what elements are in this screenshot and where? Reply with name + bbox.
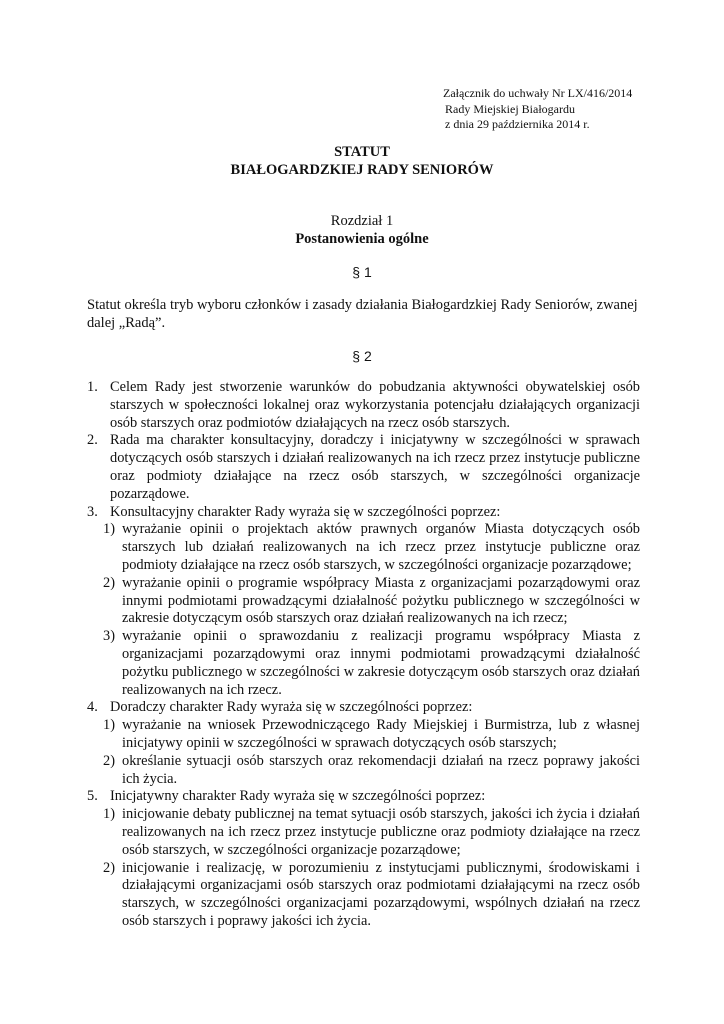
item-text: Celem Rady jest stworzenie warunków do pobudzania aktywności obywatelskiej osób starszych w społeczności lokalnej oraz wykorzystania potencjału działających organizacji osób starszych oraz podmiotów działających na rzecz osób starszych. — [110, 379, 640, 431]
document-subtitle: BIAŁOGARDZKIEJ RADY SENIORÓW — [230, 162, 494, 178]
item-text: Doradczy charakter Rady wyraża się w szczególności poprzez: — [110, 699, 473, 716]
sub-item — [87, 860, 640, 931]
sub-item-number: 2) — [103, 859, 115, 876]
sub-item — [87, 575, 640, 628]
sub-item — [87, 628, 640, 699]
sub-item-text: inicjowanie debaty publicznej na temat sytuacji osób starszych, jakości ich życia i działań realizowanych na ich rzecz przez instytucje publiczne oraz podmioty działające na rzecz osób starszych, w szczególności organizacje pozarządowe; — [122, 806, 640, 858]
item-number: 4. — [87, 699, 98, 716]
sub-item-number: 1) — [103, 806, 115, 823]
annex-line-2: Rady Miejskiej Białogardu — [445, 101, 575, 116]
section-2-mark: § 2 — [352, 348, 372, 364]
chapter-label: Rozdział 1 — [330, 213, 394, 229]
item-text: Konsultacyjny charakter Rady wyraża się w szczególności poprzez: — [110, 503, 501, 520]
sub-item-text: wyrażanie opinii o programie współpracy Miasta z organizacjami pozarządowymi oraz innymi podmiotami prowadzącymi działalność pożytku publicznego w szczególności w zakresie dotyczącym osób starszych oraz działań realizowanych na ich rzecz; — [122, 574, 640, 627]
annex-line-3: z dnia 29 października 2014 r. — [445, 117, 590, 131]
sub-item — [87, 717, 640, 753]
item-number: 3. — [87, 503, 98, 520]
sub-item — [87, 806, 640, 859]
document-title: STATUT — [334, 144, 390, 160]
sub-item-number: 1) — [103, 717, 115, 734]
section-1-text: Statut określa tryb wyboru członków i zasady działania Białogardzkiej Rady Seniorów, zwanej dalej „Radą”. — [87, 297, 638, 331]
item-text: Rada ma charakter konsultacyjny, doradczy i inicjatywny w szczególności w sprawach dotyczących osób starszych i działań realizowanych na ich rzecz przez instytucje publiczne oraz podmioty działające na rzecz osób starszych, w szczególności organizacje pozarządowe. — [110, 432, 640, 502]
sub-item-text: inicjowanie i realizację, w porozumieniu z instytucjami publicznymi, środowiskami i działającymi organizacjami osób starszych oraz podmiotami działającymi na rzecz osób starszych, w szczególności organizacjami pozarządowymi, wspólnych działań na rzecz osób starszych i poprawy jakości ich życia. — [122, 859, 640, 929]
sub-item-number: 1) — [103, 521, 115, 538]
sub-item-number: 3) — [103, 628, 115, 645]
sub-item — [87, 521, 640, 574]
annex-line-1: Załącznik do uchwały Nr LX/416/2014 — [443, 86, 633, 100]
sub-item-text: wyrażanie opinii o sprawozdaniu z realizacji programu współpracy Miasta z organizacjami pozarządowymi oraz innymi podmiotami prowadzącymi działalność pożytku publicznego w szczególności w zakresie dotyczącym osób starszych oraz działań realizowanych na ich rzecz. — [122, 628, 640, 698]
list-item — [87, 699, 640, 717]
section-2-list — [87, 379, 640, 931]
sub-item-number: 2) — [103, 574, 115, 591]
item-text: Inicjatywny charakter Rady wyraża się w szczególności poprzez: — [110, 788, 486, 805]
chapter-title: Postanowienia ogólne — [295, 231, 429, 247]
sub-item-number: 2) — [103, 752, 115, 769]
item-number: 1. — [87, 379, 98, 395]
sub-item-text: wyrażanie opinii o projektach aktów prawnych organów Miasta dotyczących osób starszych lub działań realizowanych na ich rzecz przez instytucje publiczne oraz podmioty działające na rzecz osób starszych, w szczególności organizacje pozarządowe; — [122, 521, 640, 573]
list-item — [87, 432, 640, 503]
annex-header — [443, 86, 632, 133]
sub-item — [87, 753, 640, 789]
list-item — [87, 379, 640, 432]
list-item — [87, 504, 640, 522]
sub-item-text: określanie sytuacji osób starszych oraz rekomendacji działań na rzecz poprawy jakości ich życia. — [122, 752, 640, 787]
item-number: 5. — [87, 788, 98, 805]
sub-item-text: wyrażanie na wniosek Przewodniczącego Rady Miejskiej i Burmistrza, lub z własnej inicjatywy opinii w szczególności w sprawach dotyczących osób starszych; — [122, 717, 640, 751]
item-number: 2. — [87, 432, 98, 449]
section-1-mark: § 1 — [352, 264, 372, 280]
list-item — [87, 788, 640, 806]
